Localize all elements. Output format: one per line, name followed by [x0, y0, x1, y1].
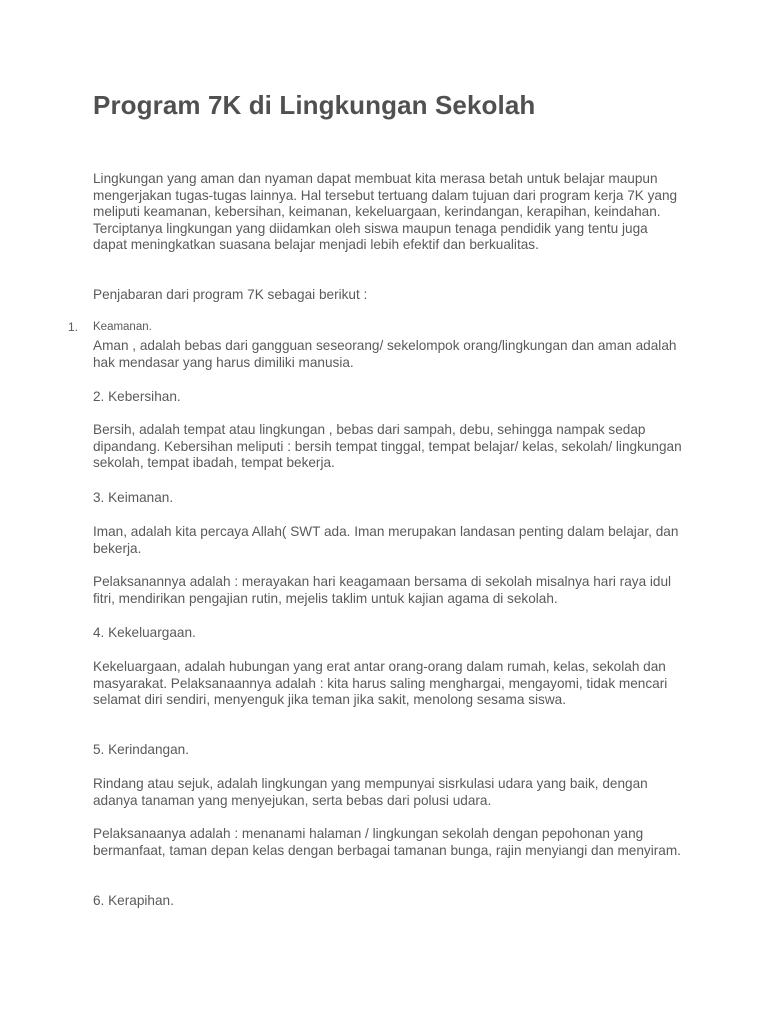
item2-heading: 2. Kebersihan. [93, 389, 181, 404]
item2-text: Bersih, adalah tempat atau lingkungan , bebas dari sampah, debu, sehingga nampak sedap dipandang. Kebersihan meliputi : bersih tempat tinggal, tempat belajar/ kelas, sekolah/ lingkungan sekolah, tempat ibadah, tempat bekerja. [93, 422, 682, 471]
item6-heading: 6. Kerapihan. [93, 893, 174, 908]
item1-text: Aman , adalah bebas dari gangguan seseorang/ sekelompok orang/lingkungan dan aman adalah hak mendasar yang harus dimiliki manusia. [93, 338, 677, 370]
item5-text2: Pelaksanaanya adalah : menanami halaman / lingkungan sekolah dengan pepohonan yang bermanfaat, taman depan kelas dengan berbagai tamanan bunga, rajin menyiangi dan menyiram. [93, 826, 681, 858]
intro-paragraph: Lingkungan yang aman dan nyaman dapat membuat kita merasa betah untuk belajar maupun mengerjakan tugas-tugas lainnya. Hal tersebut tertuang dalam tujuan dari program kerja 7K yang meliputi keamanan, kebersihan, keimanan, kekeluargaan, kerindangan, kerapihan, keindahan. Terciptanya lingkungan yang diidamkan oleh siswa maupun tenaga pendidik yang tentu juga dapat meningkatkan suasana belajar menjadi lebih efektif dan berkualitas. [93, 171, 678, 253]
item4-text: Kekeluargaan, adalah hubungan yang erat antar orang-orang dalam rumah, kelas, sekolah dan masyarakat. Pelaksanaannya adalah : kita harus saling menghargai, mengayomi, tidak mencari selamat diri sendiri, menyenguk jika teman jika sakit, menolong sesama siswa. [93, 659, 668, 708]
item5-heading: 5. Kerindangan. [93, 742, 189, 757]
list-number-1: 1. [68, 320, 79, 334]
item3-text2: Pelaksanannya adalah : merayakan hari keagamaan bersama di sekolah misalnya hari raya idul fitri, mendirikan pengajian rutin, mejelis taklim untuk kajian agama di sekolah. [93, 574, 672, 606]
item3-heading: 3. Keimanan. [93, 490, 174, 505]
lead-paragraph: Penjabaran dari program 7K sebagai berikut : [93, 287, 368, 302]
item5-text: Rindang atau sejuk, adalah lingkungan yang mempunyai sisrkulasi udara yang baik, dengan adanya tanaman yang menyejukan, serta bebas dari polusi udara. [93, 776, 648, 808]
document-title: Program 7K di Lingkungan Sekolah [93, 90, 536, 120]
item3-text: Iman, adalah kita percaya Allah( SWT ada. Iman merupakan landasan penting dalam belajar, dan bekerja. [93, 524, 679, 556]
item4-heading: 4. Kekeluargaan. [93, 625, 196, 640]
item1-heading: Keamanan. [93, 321, 152, 333]
